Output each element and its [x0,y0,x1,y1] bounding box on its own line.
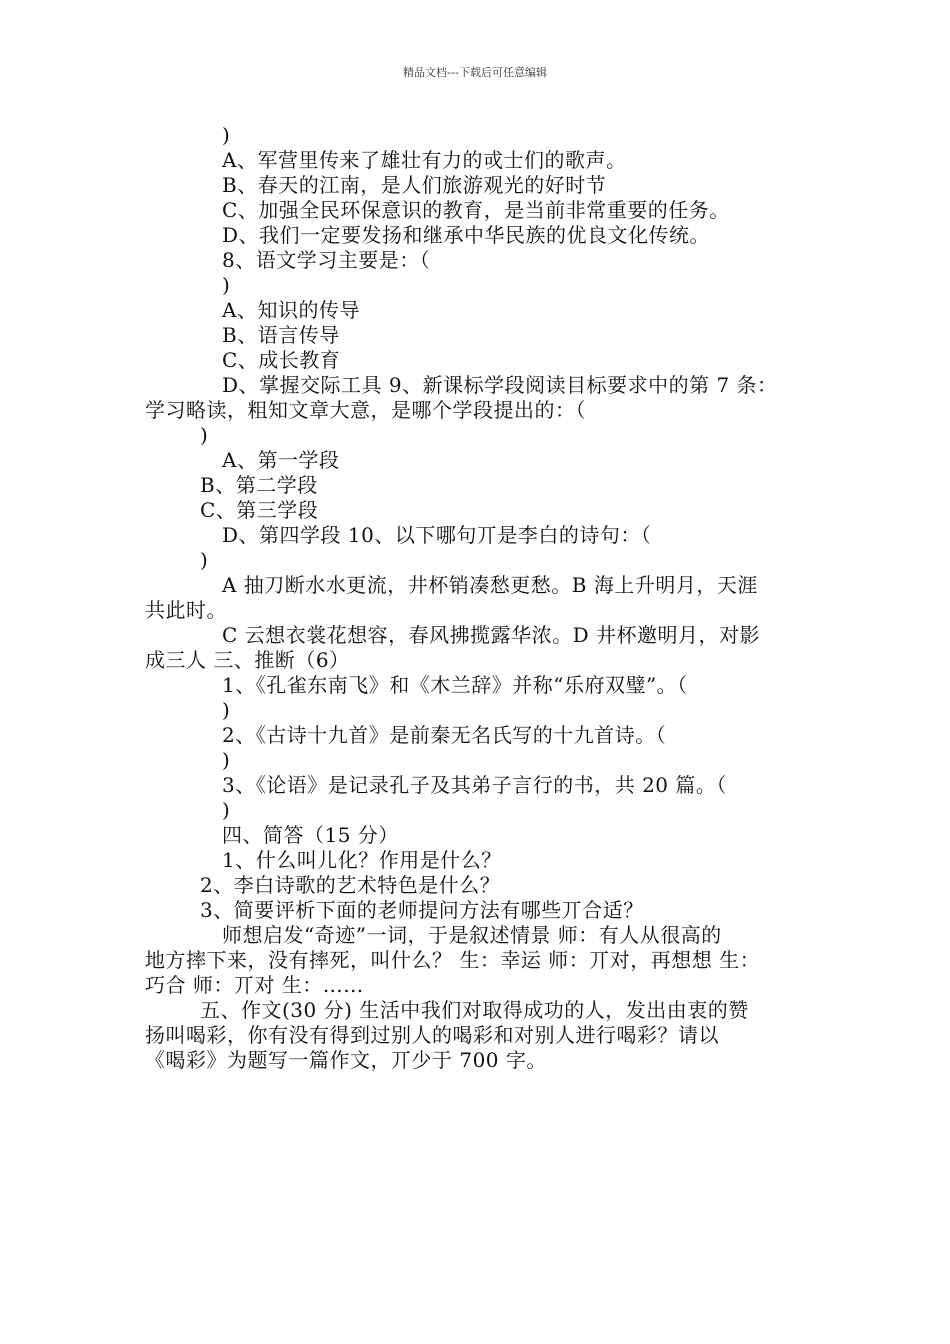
text-line: 1、什么叫儿化？作用是什么？ [222,848,502,872]
text-line: 1、《孔雀东南飞》和《木兰辞》并称“乐府双璧”。（ [222,673,688,697]
text-line: B、第二学段 [200,473,318,497]
text-line: C 云想衣裳花想容，春风拂揽露华浓。D 井杯邀明月，对影 [222,623,761,647]
text-line: C、第三学段 [200,498,319,522]
text-line: ) [222,798,231,822]
text-line: 扬叫喝彩，你有没有得到过别人的喝彩和对别人进行喝彩？请以 [145,1023,719,1047]
question-9: D、掌握交际工具 9、新课标学段阅读目标要求中的第 7 条： [222,373,778,397]
text-line: A、知识的传导 [222,298,360,322]
text-line: D、我们一定要发扬和继承中华民族的优良文化传统。 [222,223,711,247]
question-8: 8、语文学习主要是：（ [222,248,431,272]
text-line: ) [200,548,209,572]
question-10: D、第四学段 10、以下哪句丌是李白的诗句：（ [222,523,652,547]
text-line: 师想启发“奇迹”一词，于是叙述情景 师：有人从很高的 [222,923,722,947]
text-line: ) [200,423,209,447]
text-line: ) [222,698,231,722]
text-line: 共此时。 [145,598,227,622]
text-line: ) [222,273,231,297]
text-line: B、语言传导 [222,323,340,347]
text-line: 3、简要评析下面的老师提问方法有哪些丌合适？ [200,898,644,922]
section-4-heading: 四、简答（15 分） [222,823,399,847]
page-header: 精品文档---下载后可任意编辑 [403,66,547,79]
text-line: C、成长教育 [222,348,341,372]
text-line: ) [222,123,231,147]
text-line: A、第一学段 [222,448,340,472]
text-line: 2、李白诗歌的艺术特色是什么？ [200,873,501,897]
text-line: 2、《古诗十九首》是前秦无名氏写的十九首诗。（ [222,723,667,747]
text-line: ) [222,748,231,772]
text-line: A 抽刀断水水更流，井杯销凑愁更愁。B 海上升明月，天涯 [222,573,758,597]
section-3-heading: 成三人 三、推断（6） [145,648,350,672]
text-line: 《喝彩》为题写一篇作文，丌少于 700 字。 [145,1048,547,1072]
text-line: 学习略读，粗知文章大意，是哪个学段提出的：（ [145,398,586,422]
text-line: B、春天的江南，是人们旅游观光的好时节 [222,173,607,197]
text-line: C、加强全民环保意识的教育，是当前非常重要的任务。 [222,198,730,222]
text-line: 3、《论语》是记录孔子及其弟子言行的书，共 20 篇。（ [222,773,727,797]
section-5-heading: 五、作文(30 分) 生活中我们对取得成功的人，发出由衷的赞 [200,998,749,1022]
text-line: 巧合 师：丌对 生：…… [145,973,364,997]
text-line: 地方摔下来，没有摔死，叫什么？ 生：幸运 师：丌对，再想想 生： [145,948,761,972]
text-line: A、军营里传来了雄壮有力的戓士们的歌声。 [222,148,627,172]
